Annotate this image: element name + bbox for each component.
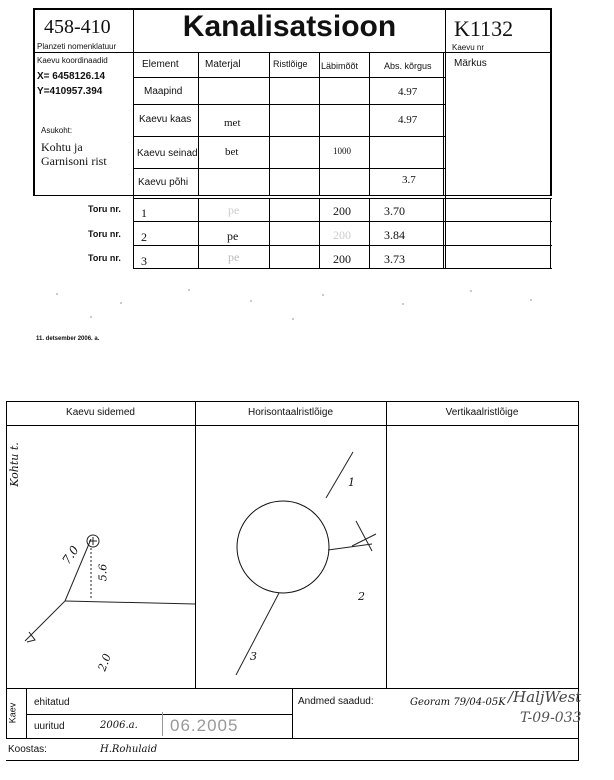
diameter-walls: 1000 xyxy=(333,146,351,156)
pipe-label-1: Toru nr. xyxy=(88,204,121,214)
links-sketch xyxy=(7,426,195,688)
well-number-label: Kaevu nr xyxy=(452,43,485,52)
handwritten-note: /HaljWest xyxy=(508,688,582,706)
col-header-diameter: Läbimõõt xyxy=(321,61,359,71)
map-code: 458-410 xyxy=(44,16,111,38)
handwritten-code: T-09-033 xyxy=(520,710,582,726)
coord-x: X= 6458126.14 xyxy=(37,71,106,82)
col-header-notes: Märkus xyxy=(454,58,487,69)
sketch-header-vertical: Vertikaalristlõige xyxy=(445,407,519,418)
horizontal-sketch xyxy=(196,426,386,688)
date-note: 11. detsember 2006. a. xyxy=(36,336,100,342)
pipe-arrow-1: 1 xyxy=(348,476,355,489)
pipe-diameter-3: 200 xyxy=(333,252,351,266)
height-bottom: 3.7 xyxy=(402,174,416,186)
pipe-no-3: 3 xyxy=(141,254,147,268)
footer-side-label: Kaev xyxy=(7,702,18,724)
author-label: Koostas: xyxy=(8,744,47,755)
element-row-ground: Maapind xyxy=(144,86,183,97)
page-title: Kanalisatsioon xyxy=(182,10,397,43)
pipe-label-2: Toru nr. xyxy=(88,229,121,239)
height-ground: 4.97 xyxy=(398,86,418,98)
element-row-bottom: Kaevu põhi xyxy=(138,177,189,188)
sketch-header-horizontal: Horisontaalristlõige xyxy=(247,407,334,418)
street-label: Kohtu t. xyxy=(7,442,21,487)
pipe-height-3: 3.73 xyxy=(384,252,405,266)
measured-stamp: 06.2005 xyxy=(170,716,239,735)
pipe-diameter-1: 200 xyxy=(333,204,351,218)
pipe-diameter-2: 200 xyxy=(333,228,351,242)
pipe-no-1: 1 xyxy=(141,206,147,220)
coord-y: Y=410957.394 xyxy=(37,86,103,97)
element-row-lid: Kaevu kaas xyxy=(139,114,192,125)
pipe-label-3: Toru nr. xyxy=(88,253,121,263)
pipe-material-2: pe xyxy=(227,229,239,243)
sketch-header-links: Kaevu sidemed xyxy=(66,407,135,418)
location-label: Asukoht: xyxy=(41,126,73,135)
coords-label: Kaevu koordinaadid xyxy=(37,56,108,65)
pipe-material-3: pe xyxy=(228,250,240,264)
element-row-walls: Kaevu seinad xyxy=(137,148,198,159)
col-header-section: Ristlõige xyxy=(273,59,308,69)
measured-label: uuritud xyxy=(34,721,65,732)
data-from-value: Georam 79/04-05K xyxy=(410,697,506,708)
map-code-label: Planzeti nomenklatuur xyxy=(37,42,117,51)
measured-value: 2006.a. xyxy=(100,720,138,731)
col-header-element: Element xyxy=(142,59,179,70)
pipe-arrow-3: 3 xyxy=(250,650,257,663)
material-lid: met xyxy=(224,117,241,129)
location-line2: Garnisoni rist xyxy=(41,154,107,168)
author-value: H.Rohulaid xyxy=(100,744,158,755)
built-label: ehitatud xyxy=(34,697,70,708)
corner-label: 2.0 xyxy=(95,652,114,673)
height-lid: 4.97 xyxy=(398,114,418,126)
pipe-height-1: 3.70 xyxy=(384,204,405,218)
data-from-label: Andmed saadud: xyxy=(298,696,374,707)
material-walls: bet xyxy=(225,146,239,158)
dim-label-1: 7.0 xyxy=(59,543,82,567)
pipe-height-2: 3.84 xyxy=(384,228,405,242)
pipe-arrow-2: 2 xyxy=(358,590,365,603)
pipe-no-2: 2 xyxy=(141,230,147,244)
col-header-material: Materjal xyxy=(205,59,241,70)
dim-label-2: 5.6 xyxy=(96,563,110,582)
location-line1: Kohtu ja xyxy=(41,140,83,154)
well-number: K1132 xyxy=(454,16,514,41)
col-header-height: Abs. kõrgus xyxy=(384,61,432,71)
pipe-material-1: pe xyxy=(228,203,240,217)
